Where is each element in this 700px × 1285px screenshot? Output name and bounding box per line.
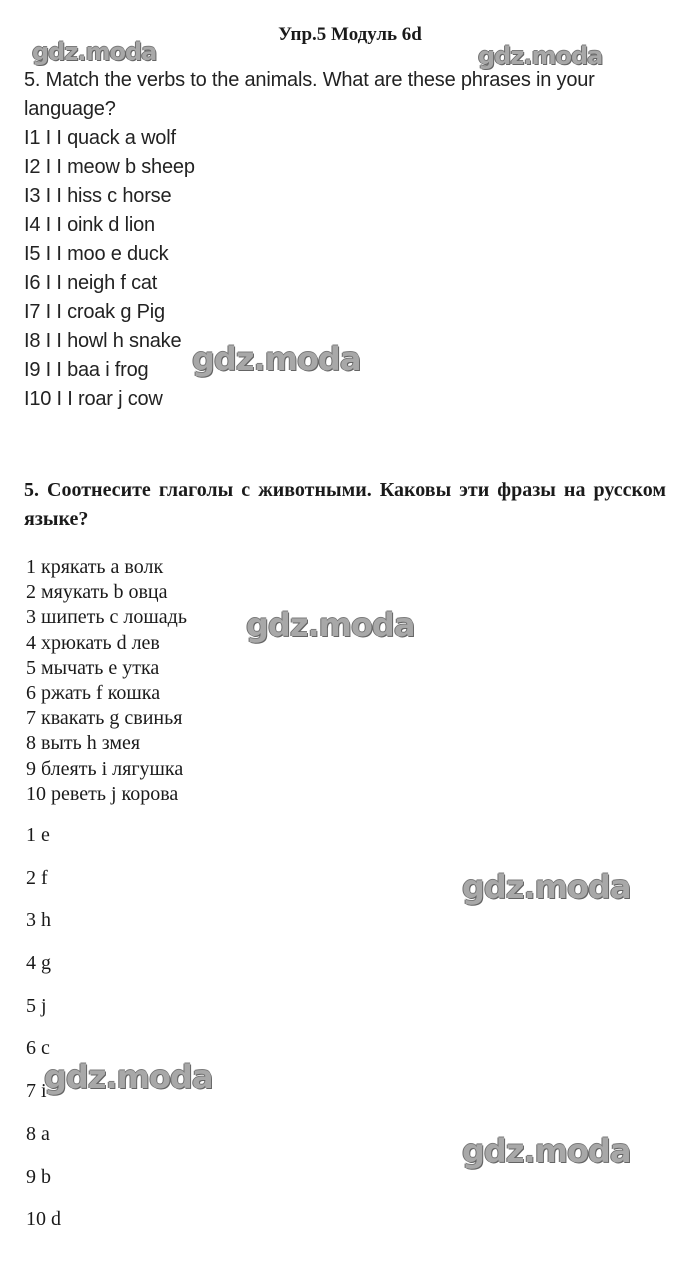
page-title: Упр.5 Модуль 6d — [278, 24, 422, 45]
watermark: gdz.moda — [246, 606, 415, 644]
answer-item: 10 d — [26, 1208, 61, 1231]
english-item: I6 I I neigh f cat — [24, 272, 158, 294]
english-item: I7 I I croak g Pig — [24, 301, 165, 323]
russian-item: 5 мычать e утка — [26, 656, 160, 679]
english-item: I10 I I roar j cow — [24, 388, 163, 410]
answer-item: 9 b — [26, 1165, 51, 1188]
answer-item: 3 h — [26, 909, 51, 932]
answer-item: 2 f — [26, 866, 48, 889]
english-item: I3 I I hiss c horse — [24, 185, 172, 207]
watermark: gdz.moda — [462, 1132, 631, 1170]
watermark: gdz.moda — [462, 868, 631, 906]
russian-item: 3 шипеть c лошадь — [26, 606, 187, 629]
english-item: I8 I I howl h snake — [24, 330, 182, 352]
russian-item: 2 мяукать b овца — [26, 581, 168, 604]
russian-item: 8 выть h змея — [26, 732, 141, 755]
answer-list — [26, 822, 61, 1249]
watermark: gdz.moda — [32, 38, 157, 66]
answer-item: 4 g — [26, 952, 51, 975]
answer-item: 7 i — [26, 1080, 47, 1103]
russian-item: 9 блеять i лягушка — [26, 757, 184, 780]
english-item: I4 I I oink d lion — [24, 214, 155, 236]
english-item: I2 I I meow b sheep — [24, 156, 195, 178]
russian-item: 4 хрюкать d лев — [26, 631, 160, 654]
answer-item: 1 e — [26, 824, 50, 846]
watermark: gdz.moda — [192, 340, 361, 378]
russian-instruction: 5. Соотнесите глаголы с животными. Каковы эти фразы на русском языке? — [24, 479, 666, 530]
russian-exercise — [26, 555, 187, 807]
answer-item: 6 c — [26, 1037, 50, 1060]
watermark: gdz.moda — [44, 1058, 213, 1096]
english-item: I1 I I quack a wolf — [24, 127, 176, 149]
english-item: I5 I I moo e duck — [24, 243, 169, 265]
russian-item: 10 реветь j корова — [26, 782, 179, 805]
russian-item: 6 ржать f кошка — [26, 682, 161, 705]
english-instruction: 5. Match the verbs to the animals. What are these phrases in your language? — [24, 69, 595, 120]
watermark: gdz.moda — [478, 42, 603, 70]
russian-item: 1 крякать a волк — [26, 556, 164, 578]
english-item: I9 I I baa i frog — [24, 359, 149, 381]
answer-item: 5 j — [26, 994, 47, 1017]
russian-item: 7 квакать g свинья — [26, 707, 183, 730]
answer-item: 8 a — [26, 1122, 50, 1145]
